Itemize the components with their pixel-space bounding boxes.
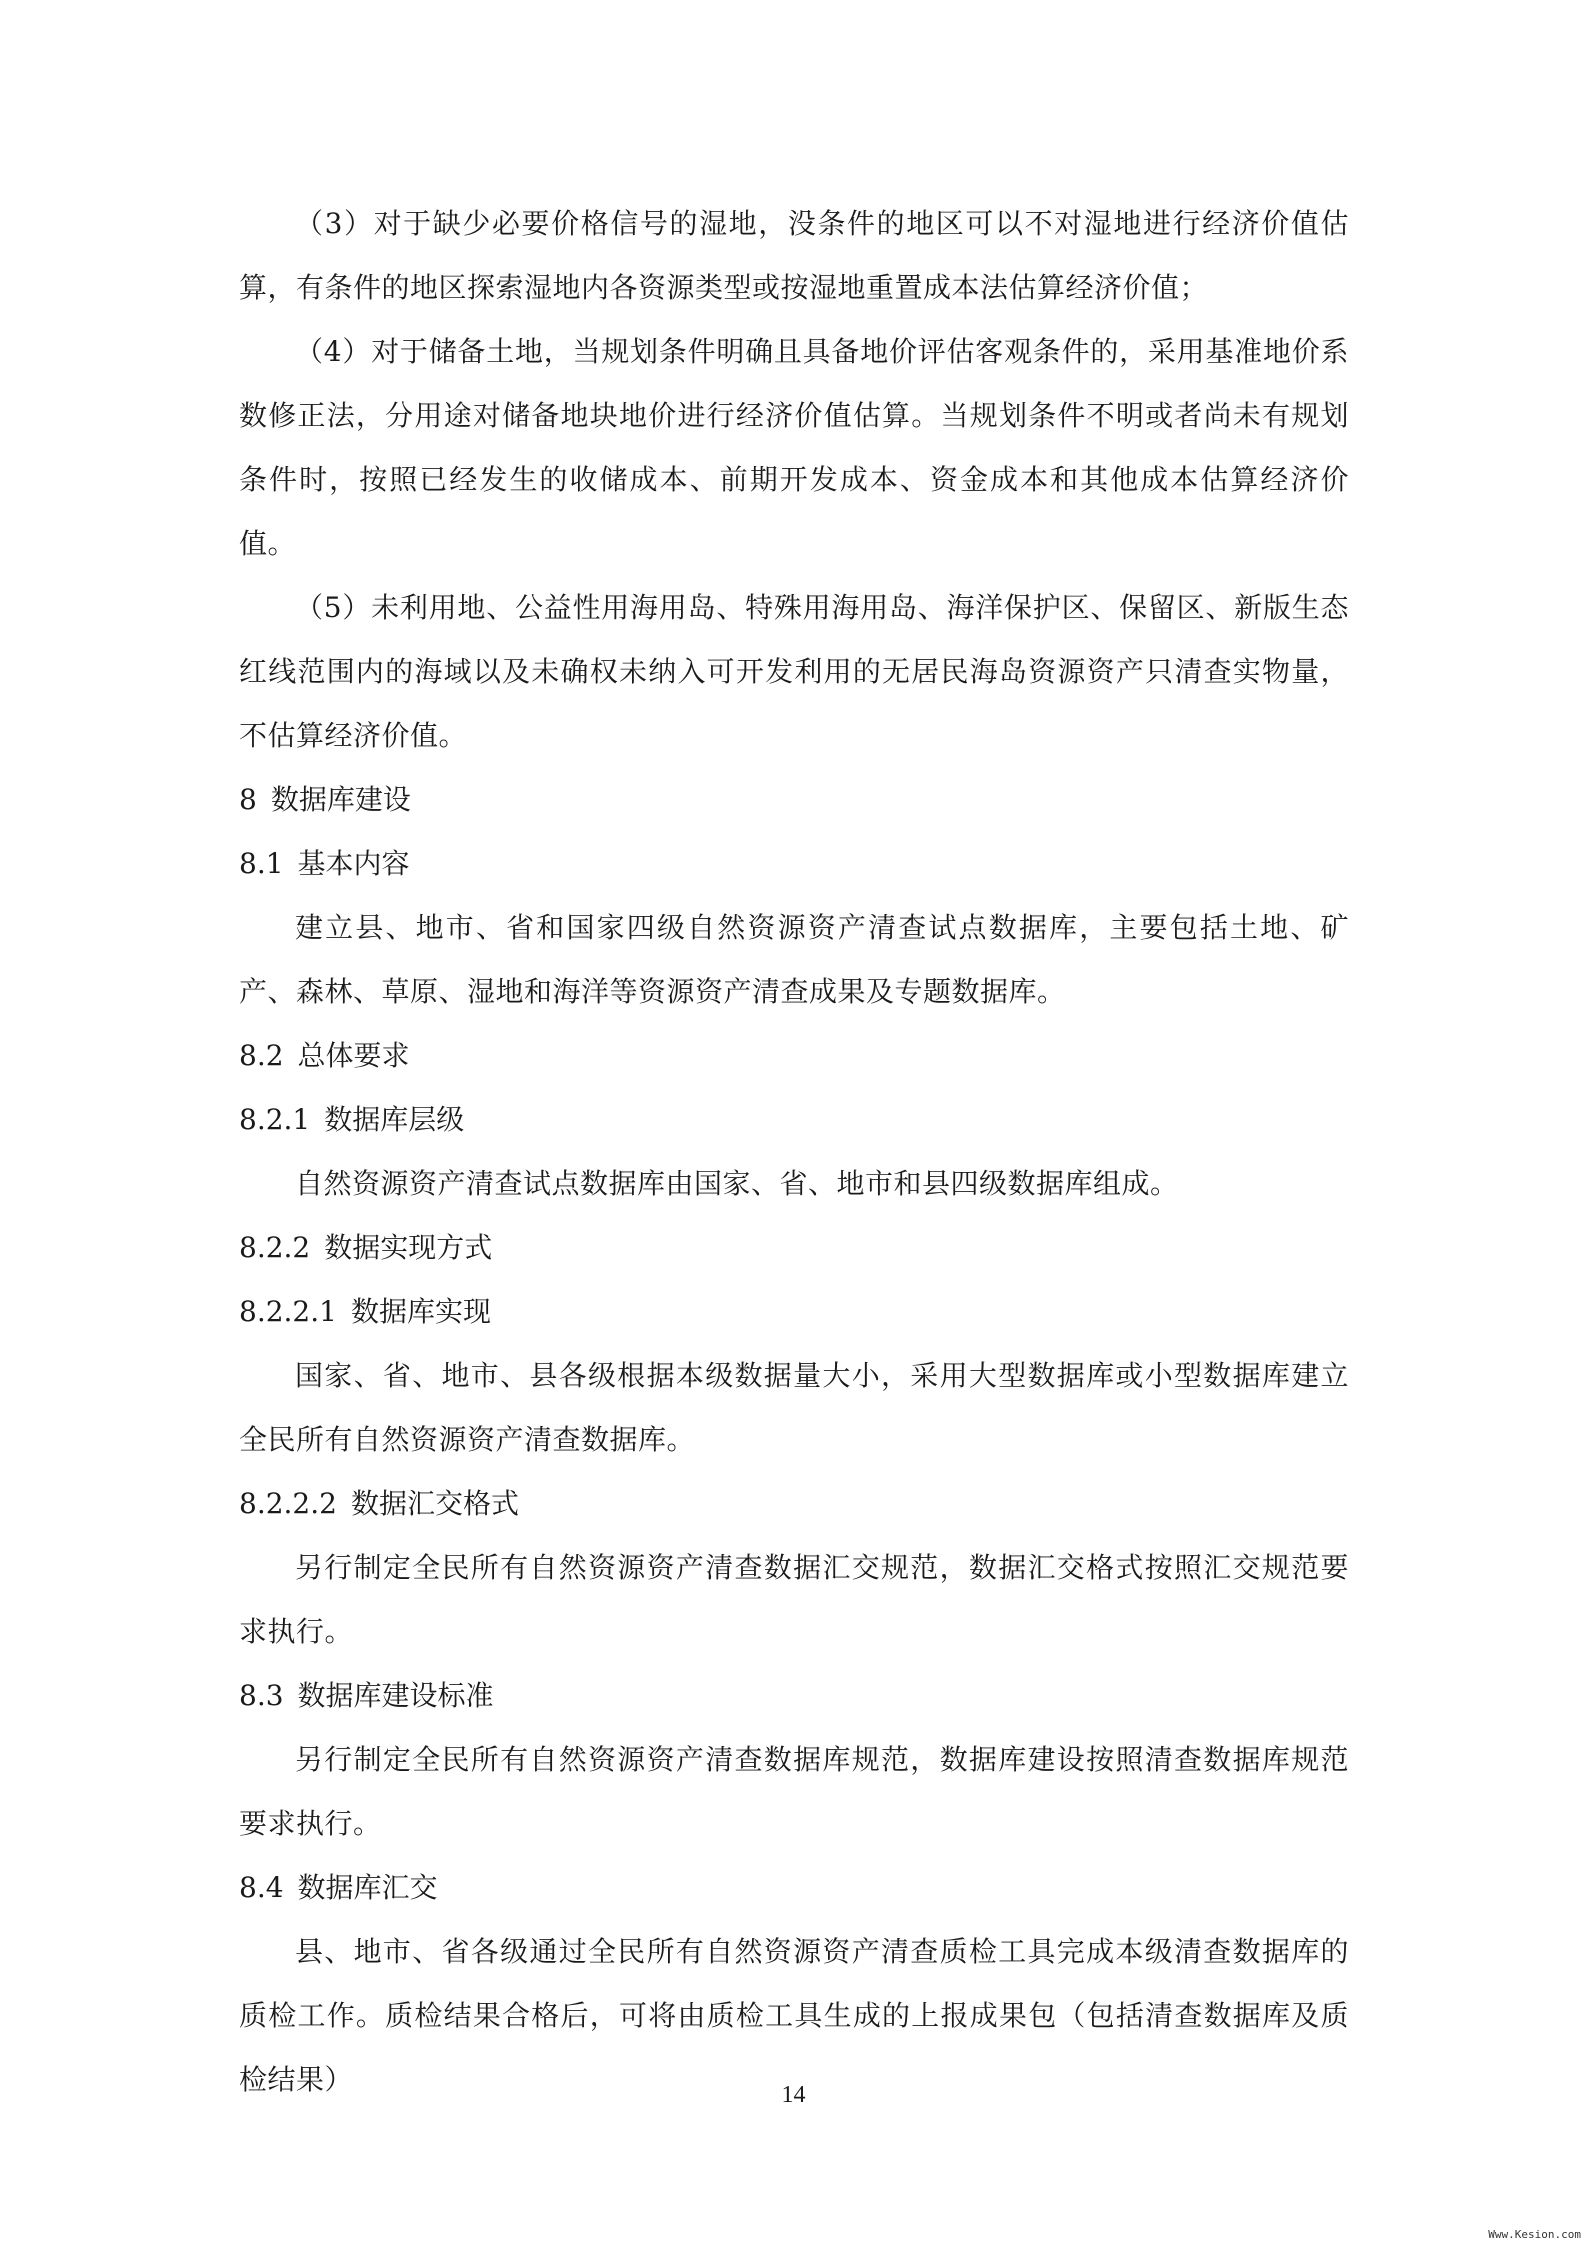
heading-title: 数据库汇交 — [297, 1871, 438, 1904]
heading-number: 8.2.2.1 — [239, 1295, 337, 1328]
heading-title: 数据库实现 — [350, 1295, 491, 1328]
heading-number: 8.2.2 — [239, 1231, 311, 1264]
watermark-text: Www.Kesion.com — [1488, 2228, 1581, 2241]
heading-8-2-2-2 — [239, 1472, 1349, 1536]
heading-title: 数据汇交格式 — [350, 1487, 519, 1520]
paragraph-8-2-1: 自然资源资产清查试点数据库由国家、省、地市和县四级数据库组成。 — [295, 1167, 1179, 1200]
paragraph-wetland: （3）对于缺少必要价格信号的湿地，没条件的地区可以不对湿地进行经济价值估算，有条件的地区探索湿地内各资源类型或按湿地重置成本法估算经济价值； — [239, 207, 1349, 304]
heading-8-3 — [239, 1664, 1349, 1728]
heading-title: 数据库建设 — [270, 783, 411, 816]
heading-title: 数据库建设标准 — [297, 1679, 494, 1712]
page-number: 14 — [781, 2082, 806, 2108]
heading-8-1 — [239, 832, 1349, 896]
heading-number: 8.1 — [239, 847, 284, 880]
paragraph-8-4: 县、地市、省各级通过全民所有自然资源资产清查质检工具完成本级清查数据库的质检工作。质检结果合格后，可将由质检工具生成的上报成果包（包括清查数据库及质检结果） — [239, 1935, 1349, 2096]
heading-title: 基本内容 — [297, 847, 410, 880]
paragraph-8-3: 另行制定全民所有自然资源资产清查数据库规范，数据库建设按照清查数据库规范要求执行。 — [239, 1743, 1349, 1840]
paragraph-reserve-land: （4）对于储备土地，当规划条件明确且具备地价评估客观条件的，采用基准地价系数修正法，分用途对储备地块地价进行经济价值估算。当规划条件不明或者尚未有规划条件时，按照已经发生的收储成本、前期开发成本、资金成本和其他成本估算经济价值。 — [239, 335, 1349, 560]
heading-number: 8 — [239, 783, 257, 816]
heading-8-2-2 — [239, 1216, 1349, 1280]
paragraph-8-2-2-1: 国家、省、地市、县各级根据本级数据量大小，采用大型数据库或小型数据库建立全民所有自然资源资产清查数据库。 — [239, 1359, 1349, 1456]
heading-number: 8.2 — [239, 1039, 284, 1072]
heading-title: 数据库层级 — [324, 1103, 465, 1136]
heading-8-2-1 — [239, 1088, 1349, 1152]
heading-8-4 — [239, 1856, 1349, 1920]
paragraph-8-1: 建立县、地市、省和国家四级自然资源资产清查试点数据库，主要包括土地、矿产、森林、草原、湿地和海洋等资源资产清查成果及专题数据库。 — [239, 911, 1349, 1008]
paragraph-8-2-2-2: 另行制定全民所有自然资源资产清查数据汇交规范，数据汇交格式按照汇交规范要求执行。 — [239, 1551, 1349, 1648]
heading-number: 8.2.1 — [239, 1103, 311, 1136]
heading-title: 总体要求 — [297, 1039, 410, 1072]
heading-8-2-2-1 — [239, 1280, 1349, 1344]
heading-number: 8.2.2.2 — [239, 1487, 337, 1520]
heading-8 — [239, 768, 1349, 832]
heading-number: 8.3 — [239, 1679, 284, 1712]
heading-title: 数据实现方式 — [324, 1231, 493, 1264]
heading-8-2 — [239, 1024, 1349, 1088]
document-body — [239, 192, 1349, 2112]
paragraph-unused-land: （5）未利用地、公益性用海用岛、特殊用海用岛、海洋保护区、保留区、新版生态红线范围内的海域以及未确权未纳入可开发利用的无居民海岛资源资产只清查实物量，不估算经济价值。 — [239, 591, 1349, 752]
heading-number: 8.4 — [239, 1871, 284, 1904]
